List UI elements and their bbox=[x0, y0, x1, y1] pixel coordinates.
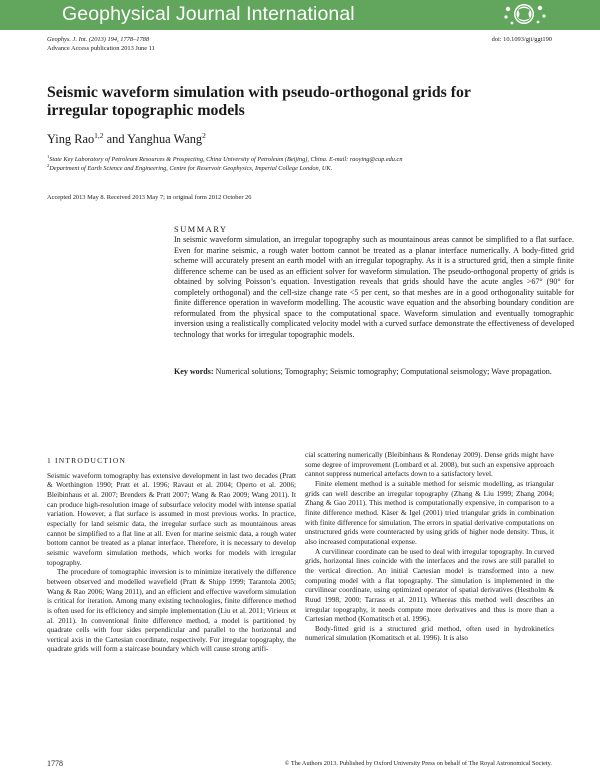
authors bbox=[47, 131, 206, 147]
author-1-affil: 1,2 bbox=[94, 131, 104, 140]
gji-logo-icon bbox=[500, 1, 552, 27]
paragraph: The procedure of tomographic inversion is to minimize iteratively the difference between observed and modelled wavefield (Pratt & Shipp 1999; Tarantola 2005; Wang & Rao 2006; Wang 2011), and an efficient and effective waveform simulation is critical for iteration. Among many existing technologies, finite difference method is often used for its efficiency and simple implementation (Liu et al. 2011; Virieux et al. 2011). In conventional finite difference method, a model is partitioned by quadrate cells with four sides perpendicular and parallel to the horizontal and vertical axis in the Cartesian coordinate, respectively. For irregular topography, the quadrate grids will form a staircase boundary which will cause strong artifi- bbox=[47, 567, 296, 654]
summary-heading: SUMMARY bbox=[174, 225, 228, 234]
right-column bbox=[305, 450, 554, 643]
citation-block bbox=[47, 36, 155, 53]
keywords-text: Numerical solutions; Tomography; Seismic tomography; Computational seismology; Wave propagation. bbox=[213, 367, 552, 376]
keywords-label: Key words: bbox=[174, 367, 214, 376]
paragraph: A curvilinear coordinate can be used to deal with irregular topography. In curved grids, horizontal lines coincide with the interfaces and the rows are still parallel to the vertical direction. An initial Cartesian model is transformed into a new computing model with a flat topography. The simulation is implemented in the curvilinear coordinate, using optimized operator of spatial derivatives (Hestholm & Ruud 1998, 2000; Tarrass et al. 2011). Whereas this method well describes an irregular topography, it needs compute more derivatives and thus is more than a Cartesian method (Komatitsch et al. 1996). bbox=[305, 546, 554, 624]
author-2: and Yanghua Wang bbox=[103, 132, 203, 147]
copyright: © The Authors 2013. Published by Oxford University Press on behalf of The Royal Astronomical Society. bbox=[284, 760, 552, 767]
affiliation-2-marker: 2 bbox=[47, 163, 50, 168]
author-2-affil: 2 bbox=[202, 131, 206, 140]
summary bbox=[174, 225, 574, 340]
journal-title: Geophysical Journal International bbox=[62, 3, 355, 25]
page-number: 1778 bbox=[47, 759, 63, 768]
affiliation-1-text: State Key Laboratory of Petroleum Resources & Prospecting, China University of Petroleum (Beijing), China. E-mail: raoying@cup.edu.cn bbox=[49, 156, 403, 164]
journal-banner bbox=[0, 0, 600, 30]
affiliation-2 bbox=[47, 163, 332, 172]
paragraph: Finite element method is a suitable method for seismic modelling, as triangular grids can well describe an irregular topography (Zhang & Liu 1999; Zhang 2004; Zhang & Gao 2011). This method is computationally expensive, in comparison to a finite difference method. Käser & Igel (2001) tried triangular grids in combination with finite difference for simulation. The errors in spatial derivative computations on unstructured grids were counteracted by using grids of higher node density. Thus, it also increased computational expense. bbox=[305, 478, 554, 546]
paragraph: cial scattering numerically (Bleibinhaus & Rondenay 2009). Dense grids might have some degree of improvement (Lombard et al. 2008), but such an expensive approach cannot suppress numerical artefacts down to a satisfactory level. bbox=[305, 450, 554, 479]
paper-title: Seismic waveform simulation with pseudo-orthogonal grids for irregular topographic models bbox=[47, 84, 471, 119]
access-date: Advance Access publication 2013 June 11 bbox=[47, 44, 155, 52]
section-heading: 1 INTRODUCTION bbox=[47, 456, 127, 465]
paragraph: Seismic waveform tomography has extensive development in last two decades (Pratt & Worthington 1990; Pratt et al. 1996; Ravaut et al. 2004; Operto et al. 2006; Bleibinhaus et al. 2007; Brenders & Pratt 2007; Wang & Rao 2009; Wang 2011). It can produce high-resolution image of subsurface velocity model with intense spatial variation. However, a flat surface is assumed in most previous works. In practice, especially for land seismic data, the irregular surface such as mountainous areas cannot be simplified to a flat line at all. Even for marine seismic data, a rough water bottom cannot be treated as a planar interface. Therefore, it is necessary to develop seismic waveform simulation methods, which works for models with irregular topography. bbox=[47, 470, 296, 567]
summary-text: In seismic waveform simulation, an irregular topography such as mountainous areas cannot be simplified to a flat surface. Even for marine seismic, a rough water bottom cannot be treated as a planar interface numerically. A body-fitted grid scheme will accurately present an earth model with an irregular topography. As it is a structured grid, then a simple finite difference scheme can be used as an efficient solver for waveform simulation. The pseudo-orthogonal property of grids is obtained by solving Poisson’s equation. Investigation reveals that grids should have the acute angles >67° (90° for completely orthogonal) and the cell-size change rate <5 per cent, so that meshes are in a good orthogonality suitable for finite difference operation in waveform modelling. The acoustic wave equation and the absorbing boundary condition are reformulated from the physical space to the computational space. Waveform simulation and eventually tomographic inversion using a realistically complicated velocity model with a curved surface demonstrate the effectiveness of developed technology that works for irregular topographic models. bbox=[174, 235, 574, 339]
doi[interactable]: doi: 10.1093/gji/ggt190 bbox=[491, 36, 552, 43]
paragraph: Body-fitted grid is a structured grid method, often used in hydrokinetics numerical simulation (Komatitsch et al. 1996). It is also bbox=[305, 623, 554, 643]
citation: Geophys. J. Int. (2013) 194, 1778–1788 bbox=[47, 36, 150, 43]
affiliation-2-text: Department of Earth Science and Engineering, Centre for Reservoir Geophysics, Imperial College London, UK. bbox=[49, 165, 333, 173]
affiliation-1 bbox=[47, 154, 402, 163]
keywords bbox=[174, 367, 574, 378]
left-column bbox=[47, 456, 296, 654]
author-1: Ying Rao bbox=[47, 132, 95, 147]
affiliation-1-marker: 1 bbox=[47, 154, 50, 159]
submission-dates: Accepted 2013 May 8. Received 2013 May 7; in original form 2012 October 26 bbox=[47, 194, 252, 201]
